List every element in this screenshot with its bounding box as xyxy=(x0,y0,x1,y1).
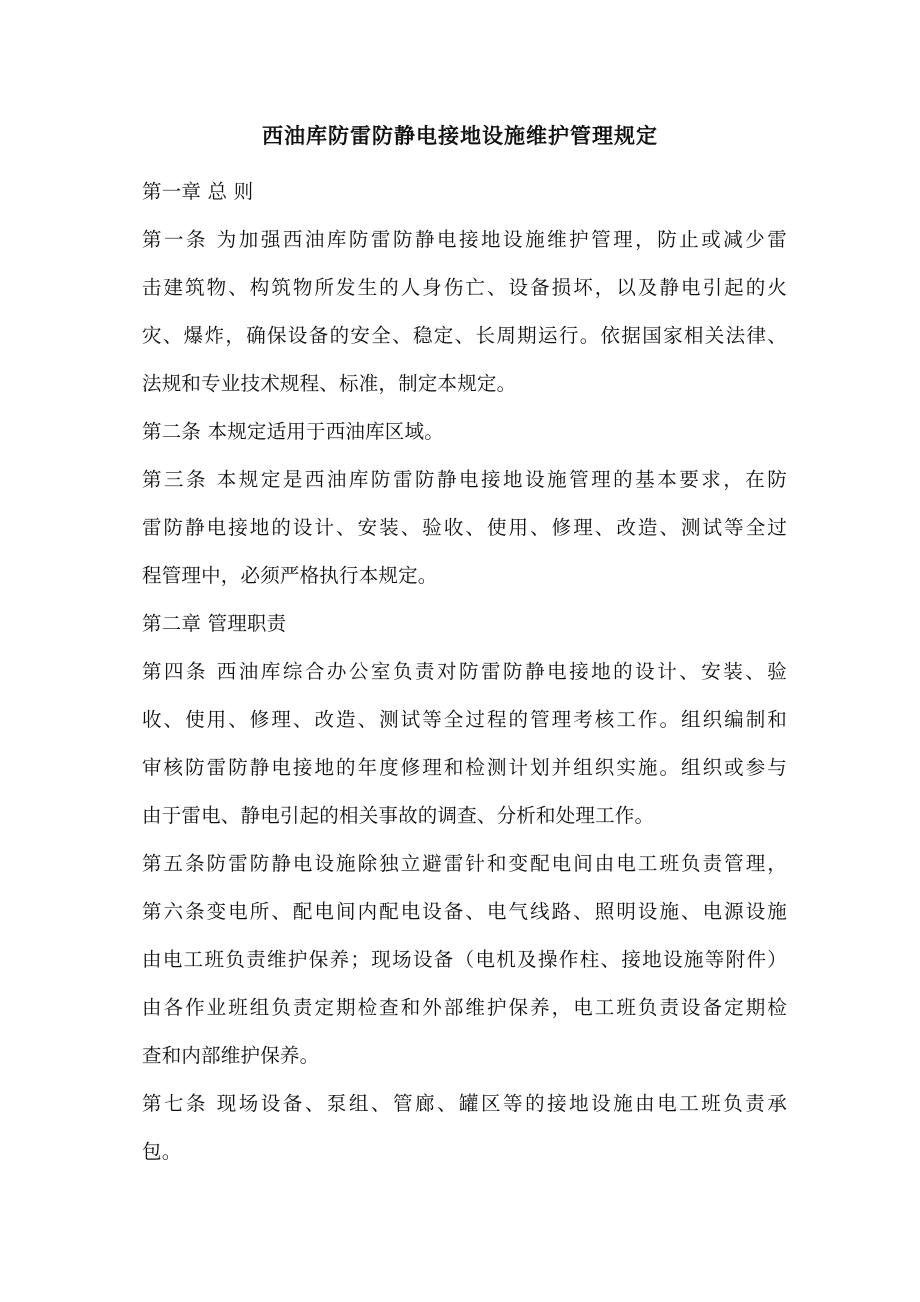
text-line: 第四条 西油库综合办公室负责对防雷防静电接地的设计、安装、验 xyxy=(142,660,787,683)
text-line: 第六条变电所、配电间内配电设备、电气线路、照明设施、电源设施 xyxy=(142,900,787,923)
text-line: 由电工班负责维护保养；现场设备（电机及操作柱、接地设施等附件） xyxy=(142,948,787,971)
text-line: 包。 xyxy=(142,1140,182,1163)
text-line: 收、使用、修理、改造、测试等全过程的管理考核工作。组织编制和 xyxy=(142,708,787,731)
document-title: 西油库防雷防静电接地设施维护管理规定 xyxy=(262,123,658,148)
text-line: 击建筑物、构筑物所发生的人身伤亡、设备损坏，以及静电引起的火 xyxy=(142,276,787,299)
text-line: 审核防雷防静电接地的年度修理和检测计划并组织实施。组织或参与 xyxy=(142,756,787,779)
text-line: 程管理中，必须严格执行本规定。 xyxy=(142,564,438,587)
text-line: 法规和专业技术规程、标准，制定本规定。 xyxy=(142,372,517,395)
text-line: 第二条 本规定适用于西油库区域。 xyxy=(142,420,444,443)
chapter-heading: 第一章 总 则 xyxy=(142,180,254,203)
text-line: 查和内部维护保养。 xyxy=(142,1044,320,1067)
text-line: 灾、爆炸，确保设备的安全、稳定、长周期运行。依据国家相关法律、 xyxy=(142,324,787,347)
text-line: 由各作业班组负责定期检查和外部维护保养，电工班负责设备定期检 xyxy=(142,996,787,1019)
document-body xyxy=(142,168,787,1176)
text-line: 雷防静电接地的设计、安装、验收、使用、修理、改造、测试等全过 xyxy=(142,516,787,539)
text-line: 第三条 本规定是西油库防雷防静电接地设施管理的基本要求，在防 xyxy=(142,468,787,491)
text-line: 第七条 现场设备、泵组、管廊、罐区等的接地设施由电工班负责承 xyxy=(142,1092,787,1115)
text-line: 由于雷电、静电引起的相关事故的调查、分析和处理工作。 xyxy=(142,804,655,827)
text-line: 第一条 为加强西油库防雷防静电接地设施维护管理，防止或减少雷 xyxy=(142,228,787,251)
chapter-heading: 第二章 管理职责 xyxy=(142,612,287,635)
text-line: 第五条防雷防静电设施除独立避雷针和变配电间由电工班负责管理， xyxy=(142,852,787,875)
